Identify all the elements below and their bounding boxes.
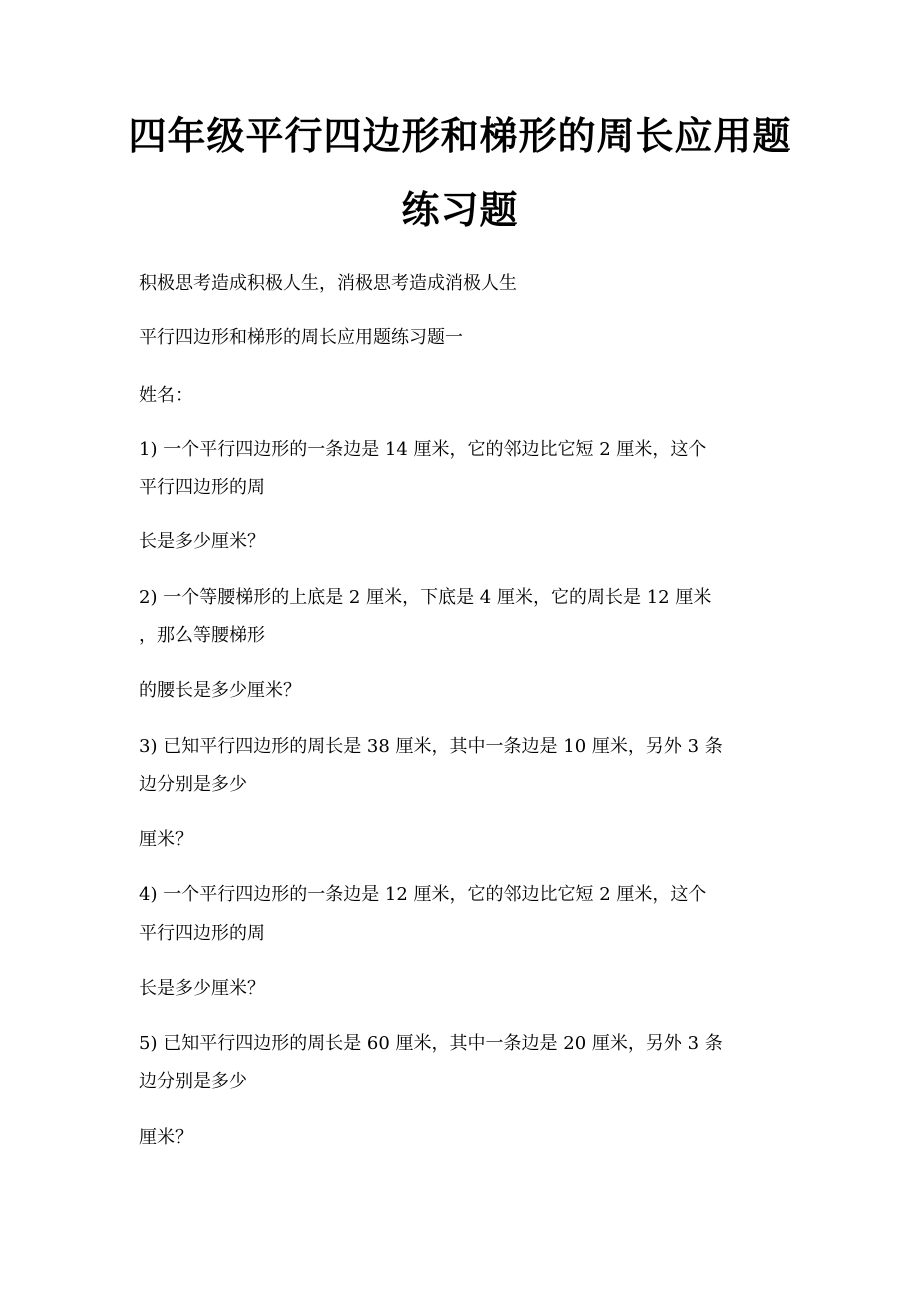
question-1-line-1: 1) 一个平行四边形的一条边是 14 厘米，它的邻边比它短 2 厘米，这个 (139, 439, 707, 460)
question-5-line-3: 厘米？ (139, 1127, 193, 1148)
question-1-line-3: 长是多少厘米？ (139, 531, 265, 552)
question-4-line-2: 平行四边形的周 (139, 923, 265, 944)
document-title-line-2: 练习题 (401, 188, 519, 232)
question-3-line-1: 3) 已知平行四边形的周长是 38 厘米，其中一条边是 10 厘米，另外 3 条 (139, 736, 723, 757)
name-label: 姓名： (139, 385, 193, 406)
question-3-line-3: 厘米？ (139, 829, 193, 850)
question-5-line-2: 边分别是多少 (139, 1071, 247, 1092)
section-title: 平行四边形和梯形的周长应用题练习题一 (139, 327, 463, 348)
question-4-line-1: 4) 一个平行四边形的一条边是 12 厘米，它的邻边比它短 2 厘米，这个 (139, 884, 707, 905)
question-2-line-2: ，那么等腰梯形 (139, 625, 265, 646)
motto: 积极思考造成积极人生，消极思考造成消极人生 (139, 273, 517, 294)
question-5-line-1: 5) 已知平行四边形的周长是 60 厘米，其中一条边是 20 厘米，另外 3 条 (139, 1033, 723, 1054)
question-1-line-2: 平行四边形的周 (139, 477, 265, 498)
question-4-line-3: 长是多少厘米？ (139, 978, 265, 999)
question-2-line-3: 的腰长是多少厘米？ (139, 680, 301, 701)
document-title-line-1: 四年级平行四边形和梯形的周长应用题 (128, 114, 792, 158)
question-3-line-2: 边分别是多少 (139, 774, 247, 795)
question-2-line-1: 2) 一个等腰梯形的上底是 2 厘米，下底是 4 厘米，它的周长是 12 厘米 (139, 587, 712, 608)
